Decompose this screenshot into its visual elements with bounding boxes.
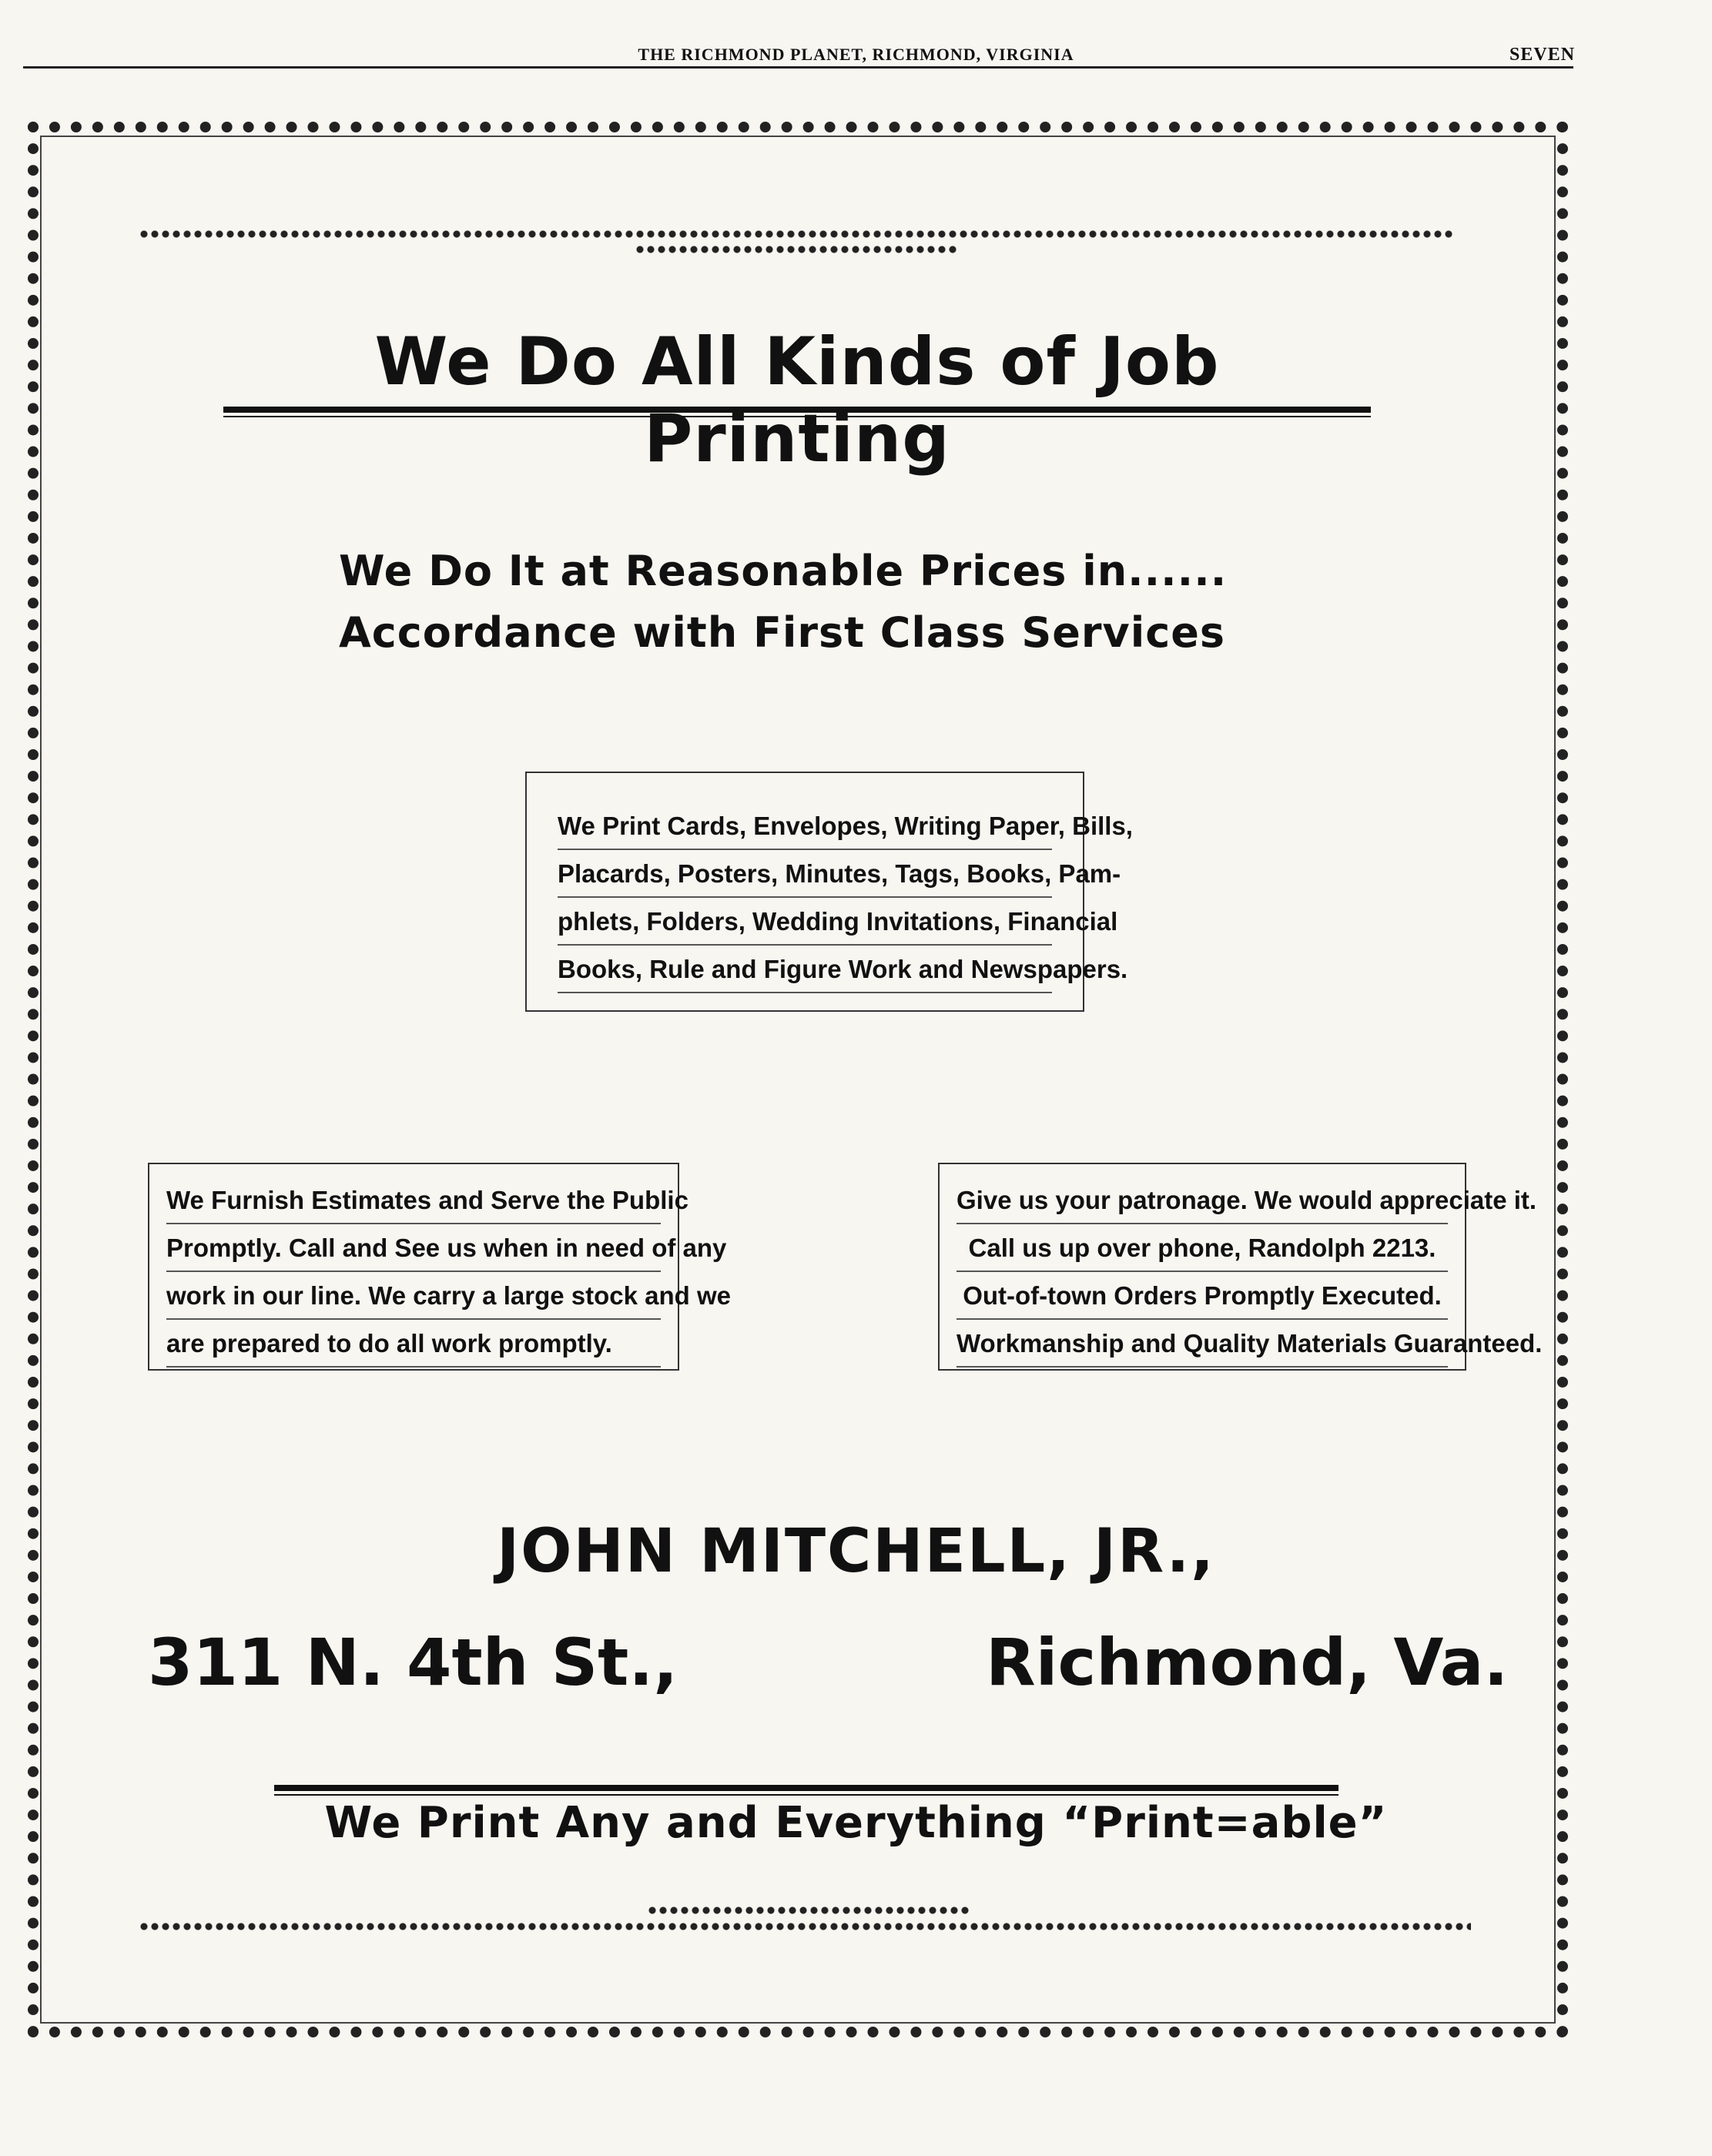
city-address: Richmond, Va. bbox=[986, 1625, 1509, 1700]
estimates-line: work in our line. We carry a large stock and we bbox=[166, 1272, 661, 1320]
patronage-line: Workmanship and Quality Materials Guaranteed. bbox=[957, 1320, 1448, 1368]
estimates-line: We Furnish Estimates and Serve the Public bbox=[166, 1177, 661, 1224]
ad-headline: We Do All Kinds of Job Printing bbox=[374, 323, 1220, 477]
estimates-box bbox=[148, 1163, 731, 1371]
patronage-line: Call us up over phone, Randolph 2213. bbox=[957, 1224, 1448, 1272]
headline-rule bbox=[223, 407, 1371, 413]
slogan-rule bbox=[274, 1785, 1338, 1791]
services-box bbox=[525, 772, 1133, 1012]
services-line: We Print Cards, Envelopes, Writing Paper, Bills, bbox=[558, 802, 1052, 850]
subheading-line-2: Accordance with First Class Services bbox=[339, 608, 1226, 657]
estimates-line: are prepared to do all work promptly. bbox=[166, 1320, 661, 1368]
subheading-line-1: We Do It at Reasonable Prices in...... bbox=[339, 547, 1228, 595]
patronage-line: Out-of-town Orders Promptly Executed. bbox=[957, 1272, 1448, 1320]
ornament-row-top-short bbox=[635, 245, 958, 254]
slogan-rule-thin bbox=[274, 1794, 1338, 1796]
patronage-line: Give us your patronage. We would appreciate it. bbox=[957, 1177, 1448, 1224]
services-line: Books, Rule and Figure Work and Newspapers. bbox=[558, 946, 1052, 993]
patronage-box bbox=[938, 1163, 1543, 1371]
page-number-label: SEVEN bbox=[1509, 45, 1576, 65]
street-address: 311 N. 4th St., bbox=[148, 1625, 678, 1700]
services-line: phlets, Folders, Wedding Invitations, Financial bbox=[558, 898, 1052, 946]
proprietor-name: JOHN MITCHELL, JR., bbox=[497, 1517, 1215, 1586]
ornament-row-bottom bbox=[139, 1922, 1471, 1931]
headline-rule-thin bbox=[223, 416, 1371, 417]
ornament-row-bottom-short bbox=[647, 1906, 970, 1915]
slogan: We Print Any and Everything “Print=able” bbox=[324, 1798, 1388, 1848]
ornament-row-top bbox=[139, 229, 1456, 239]
services-line: Placards, Posters, Minutes, Tags, Books, Pam- bbox=[558, 850, 1052, 898]
masthead-title: THE RICHMOND PLANET, RICHMOND, VIRGINIA bbox=[638, 45, 1074, 64]
masthead-rule bbox=[23, 66, 1573, 69]
estimates-line: Promptly. Call and See us when in need of any bbox=[166, 1224, 661, 1272]
